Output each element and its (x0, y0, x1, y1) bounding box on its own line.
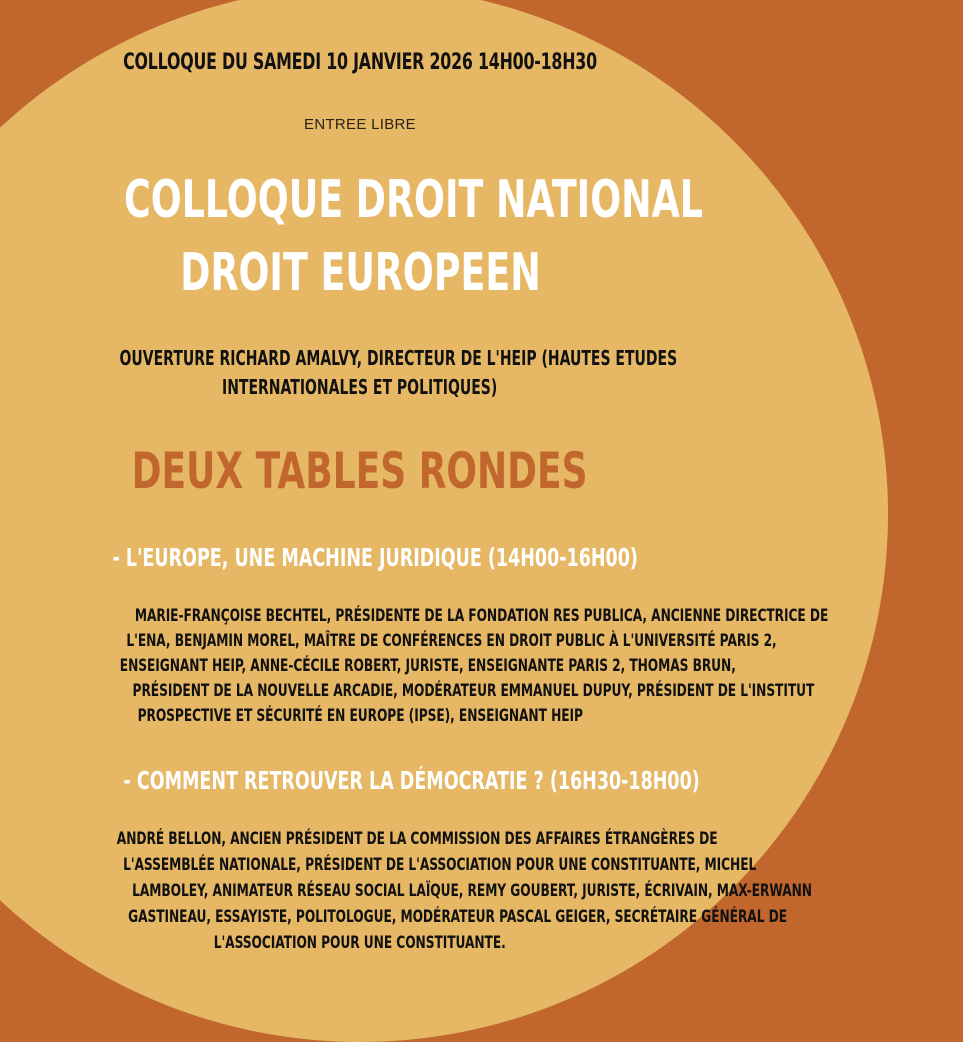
table-2-speakers-line: L'ASSOCIATION POUR UNE CONSTITUANTE. (214, 933, 506, 953)
table-2-title: - COMMENT RETROUVER LA DÉMOCRATIE ? (16H30-18H00) (123, 766, 700, 795)
table-1-speakers-line: L'ENA, BENJAMIN MOREL, MAÎTRE DE CONFÉRENCES EN DROIT PUBLIC À L'UNIVERSITÉ PARIS 2, (126, 631, 777, 651)
event-title-line-2: DROIT EUROPEEN (179, 243, 541, 303)
event-date-line: COLLOQUE DU SAMEDI 10 JANVIER 2026 14H00-18H30 (123, 50, 597, 75)
table-1-title: - L'EUROPE, UNE MACHINE JURIDIQUE (14H00-16H00) (112, 543, 638, 572)
event-title-line-1: COLLOQUE DROIT NATIONAL (124, 170, 703, 230)
table-2-speakers-line: GASTINEAU, ESSAYISTE, POLITOLOGUE, MODÉRATEUR PASCAL GEIGER, SECRÉTAIRE GÉNÉRAL DE (128, 907, 788, 927)
table-1-speakers-line: PRÉSIDENT DE LA NOUVELLE ARCADIE, MODÉRATEUR EMMANUEL DUPUY, PRÉSIDENT DE L'INSTITUT (132, 681, 815, 701)
opening-line-1: OUVERTURE RICHARD AMALVY, DIRECTEUR DE L'HEIP (HAUTES ETUDES (119, 346, 678, 370)
table-2-speakers-line: LAMBOLEY, ANIMATEUR RÉSEAU SOCIAL LAÏQUE, REMY GOUBERT, JURISTE, ÉCRIVAIN, MAX-ERWANN (132, 881, 812, 901)
table-2-speakers-line: L'ASSEMBLÉE NATIONALE, PRÉSIDENT DE L'ASSOCIATION POUR UNE CONSTITUANTE, MICHEL (123, 855, 757, 875)
opening-line-2: INTERNATIONALES ET POLITIQUES) (222, 375, 498, 399)
table-1-speakers-line: PROSPECTIVE ET SÉCURITÉ EN EUROPE (IPSE), ENSEIGNANT HEIP (137, 706, 583, 726)
round-tables-heading: DEUX TABLES RONDES (132, 442, 588, 500)
table-1-speakers-line: ENSEIGNANT HEIP, ANNE-CÉCILE ROBERT, JURISTE, ENSEIGNANTE PARIS 2, THOMAS BRUN, (119, 656, 736, 676)
table-1-speakers-line: MARIE-FRANÇOISE BECHTEL, PRÉSIDENTE DE LA FONDATION RES PUBLICA, ANCIENNE DIRECTRICE DE (134, 606, 829, 626)
entry-label: ENTREE LIBRE (304, 116, 416, 133)
table-2-speakers-line: ANDRÉ BELLON, ANCIEN PRÉSIDENT DE LA COMMISSION DES AFFAIRES ÉTRANGÈRES DE (116, 829, 718, 849)
